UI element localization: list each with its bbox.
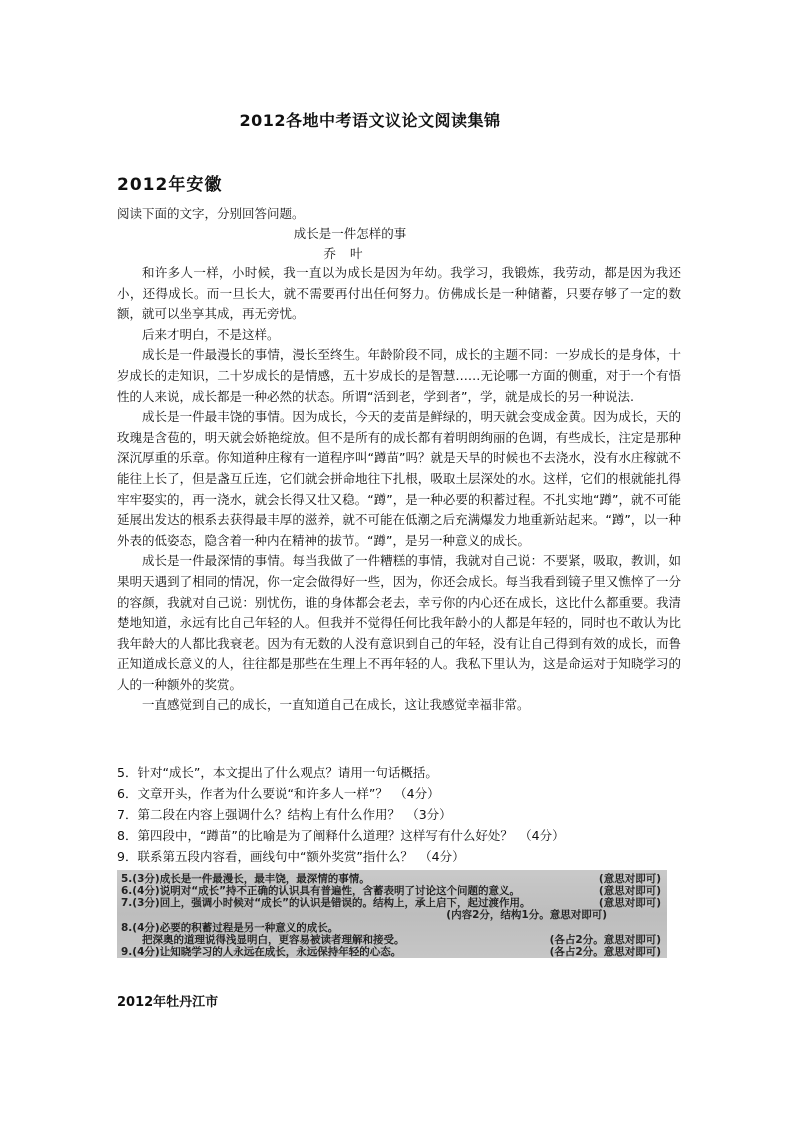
article-author: 乔叶 bbox=[323, 246, 377, 261]
answer-line: 8.(4分)必要的积蓄过程是另一种意义的成长。 bbox=[121, 922, 339, 934]
answer-note: (意思对即可) bbox=[598, 897, 661, 909]
answer-key-scan bbox=[117, 870, 667, 958]
article-title: 成长是一件怎样的事 bbox=[293, 226, 407, 241]
paragraph: 后来才明白，不是这样。 bbox=[142, 326, 280, 342]
section-title-anhui: 2012年安徽 bbox=[117, 175, 223, 195]
question-9: 9．联系第五段内容看，画线句中“额外奖赏”指什么？ （4分） bbox=[117, 849, 465, 864]
question-5: 5．针对“成长”，本文提出了什么观点？请用一句话概括。 bbox=[117, 765, 438, 780]
paragraph: 成长是一件最丰饶的事情。因为成长，今天的麦苗是鲜绿的，明天就会变成金黄。因为成长，天的玫瑰是含苞的，明天就会娇艳绽放。但不是所有的成长都有着明朗绚丽的色调，有些成长，注定是那种深沉厚重的乐章。你知道种庄稼有一道程序叫“蹲苗”吗？就是天旱的时候也不去浇水，没有水庄稼就不能往上长了，但是盏互丘连，它们就会拼命地往下扎根，吸取土层深处的水。这样，它们的根就能扎得牢牢娶实的，再一浇水，就会长得又壮又稳。“蹲”，是一种必要的积蓄过程。不扎实地“蹲”，就不可能延展出发达的根系去获得最丰厚的滋养，就不可能在低潮之后充满爆发力地重新站起来。“蹲”，以一种外表的低姿态，隐含着一种内在精神的拔节。“蹲”，是另一种意义的成长。 bbox=[117, 409, 681, 548]
answer-line: 6.(4分)说明对“成长”持不正确的认识具有普遍性，含蓄表明了讨论这个问题的意义。 bbox=[121, 885, 520, 897]
question-6: 6．文章开头，作者为什么要说“和许多人一样”？ （4分） bbox=[117, 786, 440, 801]
answer-note: (内容2分，结构1分。意思对即可) bbox=[446, 909, 607, 921]
section-title-mudanjiang: 2012年牡丹江市 bbox=[117, 995, 219, 1010]
paragraph: 成长是一件最漫长的事情，漫长至终生。年龄阶段不同，成长的主题不同：一岁成长的是身体，十岁成长的走知识，二十岁成长的是情感，五十岁成长的是智慧……无论哪一方面的侧重，对于一个有悟性的人来说，成长都是一种必然的状态。所谓“活到老，学到者”，学，就是成长的另一种说法. bbox=[117, 347, 681, 404]
question-7: 7．第二段在内容上强调什么？结构上有什么作用？ （3分） bbox=[117, 807, 452, 822]
answer-note: (意思对即可) bbox=[598, 873, 661, 885]
answer-note: (各占2分。意思对即可) bbox=[549, 934, 661, 946]
reading-instruction: 阅读下面的文字，分别回答问题。 bbox=[117, 206, 305, 221]
answer-line: 5.(3分)成长是一件最漫长，最丰饶，最深情的事情。 bbox=[121, 873, 370, 885]
article-body bbox=[117, 263, 681, 716]
paragraph: 一直感觉到自己的成长，一直知道自己在成长，这让我感觉幸福非常。 bbox=[142, 697, 530, 713]
paragraph: 成长是一件最深情的事情。每当我做了一件糟糕的事情，我就对自己说：不要紧，吸取，教训，如果明天遇到了相同的情况，你一定会做得好一些，因为，你还会成长。每当我看到镜子里又憔悴了一分的容颜，我就对自己说：别忧伤，谁的身体都会老去，幸亏你的内心还在成长，这比什么都重要。我清楚地知道，永远有比自己年轻的人。但我并不觉得任何比我年龄小的人都是年轻的，同时也不敢认为比我年龄大的人都比我衰老。因为有无数的人没有意识到自己的年轻，没有让自己得到有效的成长，而鲁正知道成长意义的人，往往都是那些在生理上不再年轻的人。我私下里认为，这是命运对于知晓学习的人的一种额外的奖赏。 bbox=[117, 553, 681, 692]
answer-note: (各占2分。意思对即可) bbox=[549, 946, 661, 958]
answer-line: 把深奥的道理说得浅显明白，更容易被读者理解和接受。 bbox=[121, 934, 405, 946]
question-8: 8．第四段中，“蹲苗”的比喻是为了阐释什么道理？这样写有什么好处？ （4分） bbox=[117, 828, 565, 843]
paragraph: 和许多人一样，小时候，我一直以为成长是因为年幼。我学习，我锻炼，我劳动，都是因为我还小，还得成长。而一旦长大，就不需要再付出任何努力。仿佛成长是一种储蓄，只要存够了一定的数额，就可以坐享其成，再无旁忧。 bbox=[117, 265, 681, 322]
answer-line: 9.(4分)让知晓学习的人永远在成长，永远保持年轻的心态。 bbox=[121, 946, 402, 958]
answer-line: 7.(3分)回上，强调小时候对“成长”的认识是错误的。结构上，承上启下，起过渡作用。 bbox=[121, 897, 531, 909]
document-title: 2012各地中考语文议论文阅读集锦 bbox=[239, 111, 501, 130]
answer-note: (意思对即可) bbox=[598, 885, 661, 897]
